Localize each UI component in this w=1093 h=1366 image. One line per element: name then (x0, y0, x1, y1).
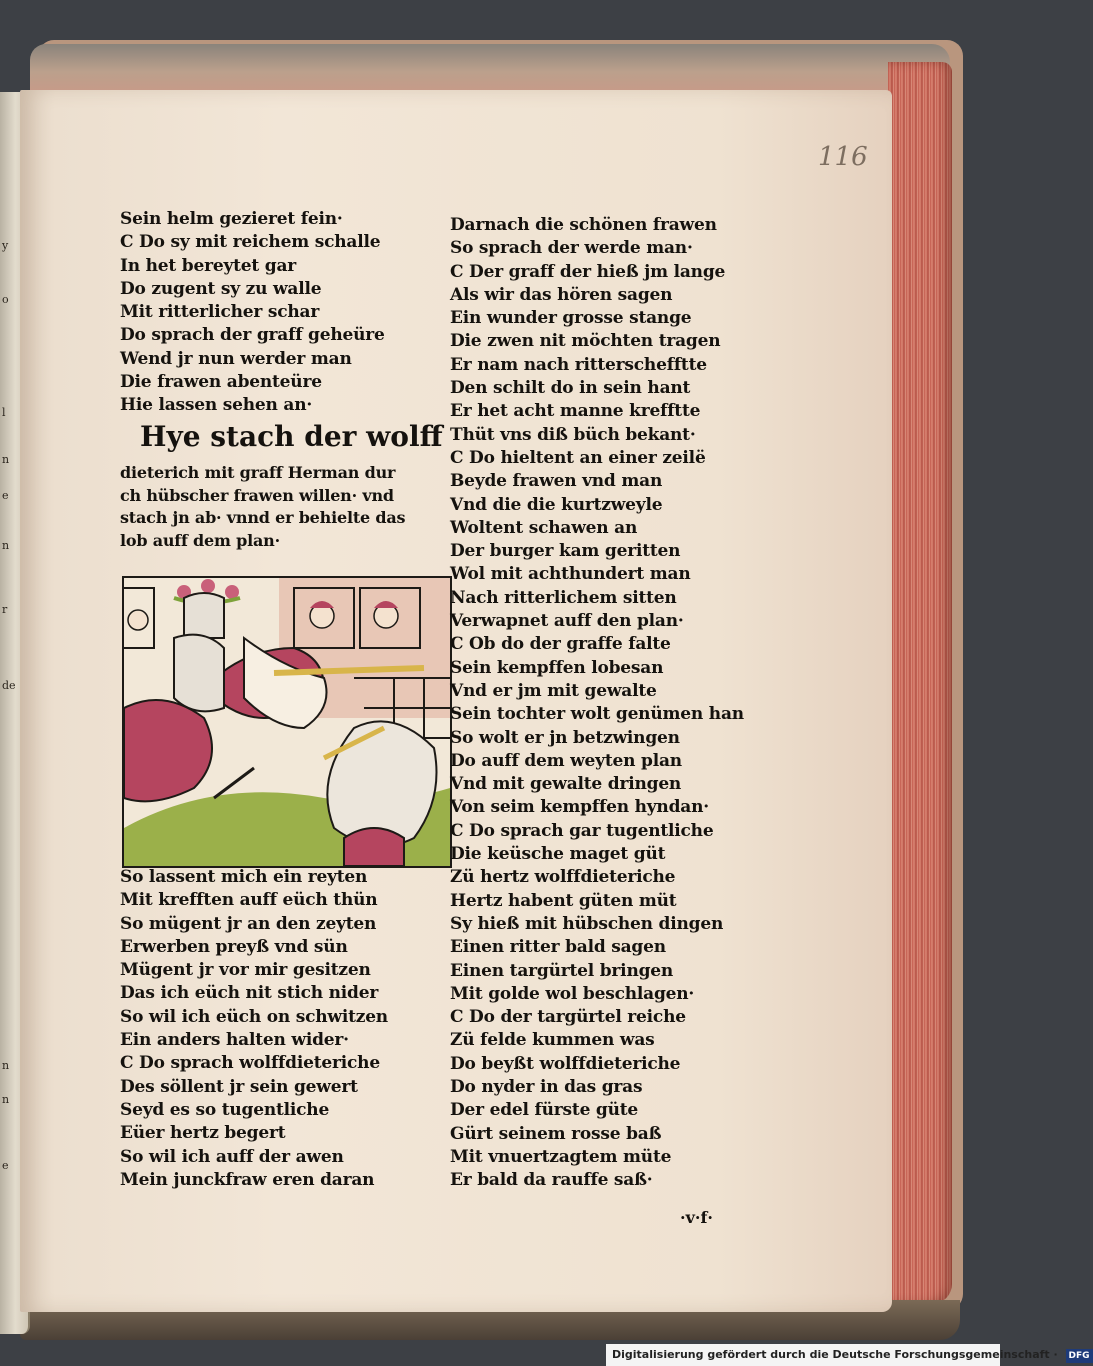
verse-line: Sy hieß mit hübschen dingen (450, 913, 724, 934)
verse-line: So wil ich eüch on schwitzen (120, 1006, 388, 1027)
verse-line: Einen ritter bald sagen (450, 937, 666, 958)
verse-line: Erwerben preyß vnd sün (120, 936, 348, 957)
verse-line: Ein anders halten wider· (120, 1030, 349, 1051)
verse-line: Vnd die die kurtzweyle (450, 494, 663, 515)
verse-line: So wil ich auff der awen (120, 1146, 344, 1167)
verse-line: Do beyßt wolffdieteriche (450, 1053, 681, 1074)
woodcut-illustration (122, 576, 452, 868)
verse-line: Eüer hertz begert (120, 1123, 286, 1144)
credit-bar (606, 1344, 1090, 1366)
verse-line: Einen targürtel bringen (450, 960, 674, 981)
folio-number: 116 (818, 142, 868, 172)
verse-line: Seyd es so tugentliche (120, 1099, 330, 1120)
left-page-fragment: n (2, 539, 10, 552)
verse-line: So lassent mich ein reyten (120, 867, 368, 887)
left-page-fragment: n (2, 453, 10, 466)
verse-line: Mit krefften auff eüch thün (120, 890, 378, 911)
left-column-bottom (120, 866, 440, 1192)
verse-line: Des söllent jr sein gewert (120, 1076, 358, 1097)
left-page-fragment: n (2, 1059, 10, 1072)
verse-line: Beyde frawen vnd man (450, 471, 663, 492)
rubric (120, 462, 440, 552)
verse-line: C Do der targürtel reiche (450, 1007, 686, 1028)
verse-line: Mügent jr vor mir gesitzen (120, 960, 371, 981)
verse-line: Sein tochter wolt genümen han (450, 704, 744, 725)
left-page-fragment: n (2, 1093, 10, 1106)
left-page-fragment: l (2, 406, 6, 419)
verse-line: Hie lassen sehen an· (120, 395, 313, 416)
verse-line: In het bereytet gar (120, 255, 297, 276)
left-column-top (120, 208, 440, 418)
verse-line: Darnach die schönen frawen (450, 215, 717, 235)
verse-line: Zü felde kummen was (450, 1030, 655, 1051)
verse-line: Die zwen nit möchten tragen (450, 331, 721, 352)
verse-line: Mit vnuertzagtem müte (450, 1146, 672, 1167)
verse-line: So sprach der werde man· (450, 238, 693, 259)
woodcut-scene (124, 578, 450, 866)
verse-line: Nach ritterlichem sitten (450, 587, 677, 608)
verse-line: Ein wunder grosse stange (450, 308, 692, 329)
verse-line: C Der graff der hieß jm lange (450, 261, 726, 282)
verse-line: Vnd er jm mit gewalte (450, 680, 657, 701)
verse-line: Do zugent sy zu walle (120, 278, 322, 299)
right-column (450, 214, 770, 1192)
verse-line: Zü hertz wolffdieteriche (450, 867, 676, 888)
verse-line: Der edel fürste güte (450, 1100, 639, 1121)
verse-line: Das ich eüch nit stich nider (120, 983, 379, 1004)
verse-line: Die frawen abenteüre (120, 372, 322, 393)
verse-line: C Ob do der graffe falte (450, 634, 671, 655)
verse-line: Woltent schawen an (450, 517, 638, 538)
verse-line: Der burger kam geritten (450, 541, 681, 562)
dfg-logo: DFG (1066, 1349, 1093, 1363)
verse-line: Vnd mit gewalte dringen (450, 774, 682, 795)
verse-line: C Do hieltent an einer zeilë (450, 447, 706, 468)
verse-line: Den schilt do in sein hant (450, 378, 691, 399)
verse-line: Do nyder in das gras (450, 1076, 643, 1097)
verse-line: Mit ritterlicher schar (120, 302, 320, 323)
verse-line: Sein kempffen lobesan (450, 657, 664, 678)
verse-line: Er nam nach ritterschefftte (450, 354, 707, 375)
verse-line: Von seim kempffen hyndan· (450, 797, 709, 818)
verse-line: Sein helm gezieret fein· (120, 209, 343, 229)
verse-line: Wol mit achthundert man (450, 564, 691, 585)
verse-line: So wolt er jn betzwingen (450, 727, 680, 748)
verse-line: Do auff dem weyten plan (450, 750, 682, 771)
left-page-fragment: e (2, 489, 9, 502)
verse-line: Gürt seinem rosse baß (450, 1123, 662, 1144)
rubric-line: stach jn ab· vnnd er behielte das (120, 508, 406, 527)
verse-line: Er bald da rauffe saß· (450, 1170, 653, 1191)
book-page (20, 90, 892, 1312)
verse-line: Thüt vns diß büch bekant· (450, 424, 696, 445)
verse-line: So mügent jr an den zeyten (120, 913, 377, 934)
verse-line: Die keüsche maget güt (450, 844, 666, 865)
left-page-fragment: y (2, 239, 9, 252)
verse-line: Do sprach der graff geheüre (120, 325, 385, 346)
rubric-line: ch hübscher frawen willen· vnd (120, 485, 394, 505)
verse-line: C Do sy mit reichem schalle (120, 232, 381, 253)
left-page-fragment: o (2, 293, 9, 306)
verse-line: Wend jr nun werder man (120, 348, 352, 369)
left-page-fragment: e (2, 1159, 9, 1172)
left-page-fragment: r (2, 603, 8, 616)
verse-line: Als wir das hören sagen (450, 284, 673, 305)
book-fore-edge (888, 62, 952, 1304)
verse-line: Mit golde wol beschlagen· (450, 983, 695, 1004)
rubric-line: lob auff dem plan· (120, 530, 280, 550)
verse-line: C Do sprach gar tugentliche (450, 820, 714, 841)
verse-line: C Do sprach wolffdieteriche (120, 1053, 380, 1074)
verse-line: Er het acht manne krefftte (450, 401, 701, 422)
verse-line: Verwapnet auff den plan· (450, 611, 684, 632)
rubric-line: dieterich mit graff Herman dur (120, 463, 396, 482)
verse-line: Mein junckfraw eren daran (120, 1169, 375, 1190)
left-page-fragment: de (2, 679, 16, 692)
chapter-heading: Hye stach der wolff (140, 420, 443, 453)
credit-text: Digitalisierung gefördert durch die Deutsche Forschungsgemeinschaft · (612, 1348, 1058, 1361)
signature-mark: ·v·f· (680, 1208, 713, 1227)
verse-line: Hertz habent güten müt (450, 890, 677, 911)
book-top-edge (30, 44, 950, 94)
